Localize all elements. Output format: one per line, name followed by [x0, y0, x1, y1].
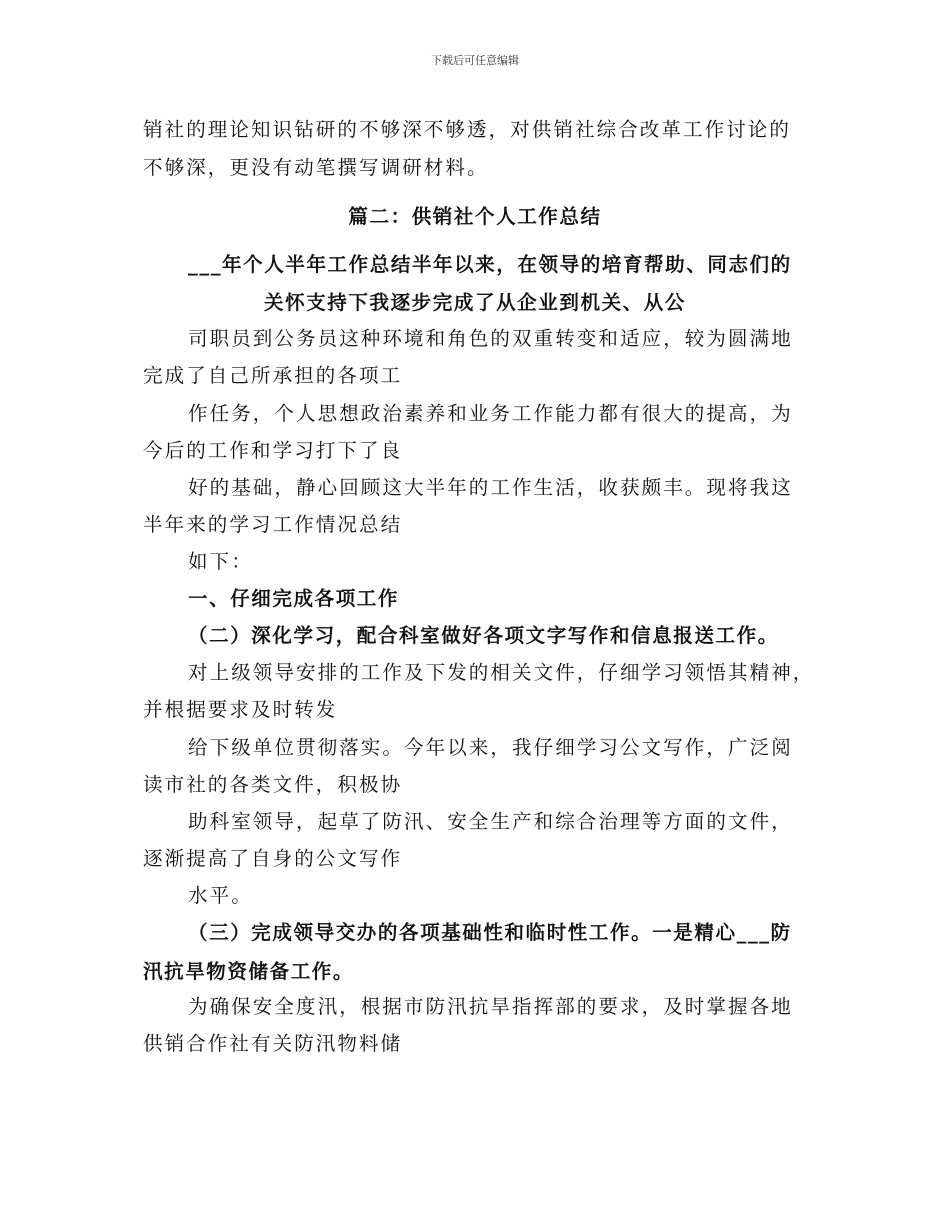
body-line: 对上级领导安排的工作及下发的相关文件，仔细学习领悟其精神， — [188, 661, 815, 684]
page-header: 下载后可任意编辑 — [431, 54, 519, 67]
body-line: 水平。 — [188, 884, 253, 907]
subheading: 一、仔细完成各项工作 — [188, 587, 400, 610]
bold-intro-line: ___年个人半年工作总结半年以来，在领导的培育帮助、同志们的 — [188, 253, 792, 276]
body-line: 半年来的学习工作情况总结 — [143, 513, 403, 536]
subheading: （三）完成领导交办的各项基础性和临时性工作。一是精心___防 — [188, 921, 792, 944]
body-line: 销社的理论知识钻研的不够深不够透，对供销社综合改革工作讨论的 — [143, 118, 792, 141]
body-line: 助科室领导，起草了防汛、安全生产和综合治理等方面的文件， — [188, 810, 793, 833]
body-line: 司职员到公务员这种环境和角色的双重转变和适应，较为圆满地 — [188, 327, 793, 350]
body-line: 不够深，更没有动笔撰写调研材料。 — [143, 156, 489, 179]
subheading: 汛抗旱物资储备工作。 — [143, 960, 355, 983]
body-line: 完成了自己所承担的各项工 — [143, 364, 403, 387]
body-line: 如下： — [188, 550, 253, 573]
body-line: 好的基础，静心回顾这大半年的工作生活，收获颇丰。现将我这 — [188, 476, 793, 499]
body-line: 逐渐提高了自身的公文写作 — [143, 847, 403, 870]
body-line: 作任务，个人思想政治素养和业务工作能力都有很大的提高，为 — [188, 402, 793, 425]
body-line: 读市社的各类文件，积极协 — [143, 773, 403, 796]
body-line: 供销合作社有关防汛物料储 — [143, 1032, 403, 1055]
body-line: 给下级单位贯彻落实。今年以来，我仔细学习公文写作，广泛阅 — [188, 736, 793, 759]
body-line: 为确保安全度汛，根据市防汛抗旱指挥部的要求，及时掌握各地 — [188, 995, 793, 1018]
bold-intro-line: 关怀支持下我逐步完成了从企业到机关、从公 — [263, 291, 686, 314]
body-line: 今后的工作和学习打下了良 — [143, 439, 403, 462]
body-line: 并根据要求及时转发 — [143, 698, 338, 721]
section-title: 篇二：供销社个人工作总结 — [348, 205, 602, 228]
subheading: （二）深化学习，配合科室做好各项文字写作和信息报送工作。 — [188, 624, 779, 647]
